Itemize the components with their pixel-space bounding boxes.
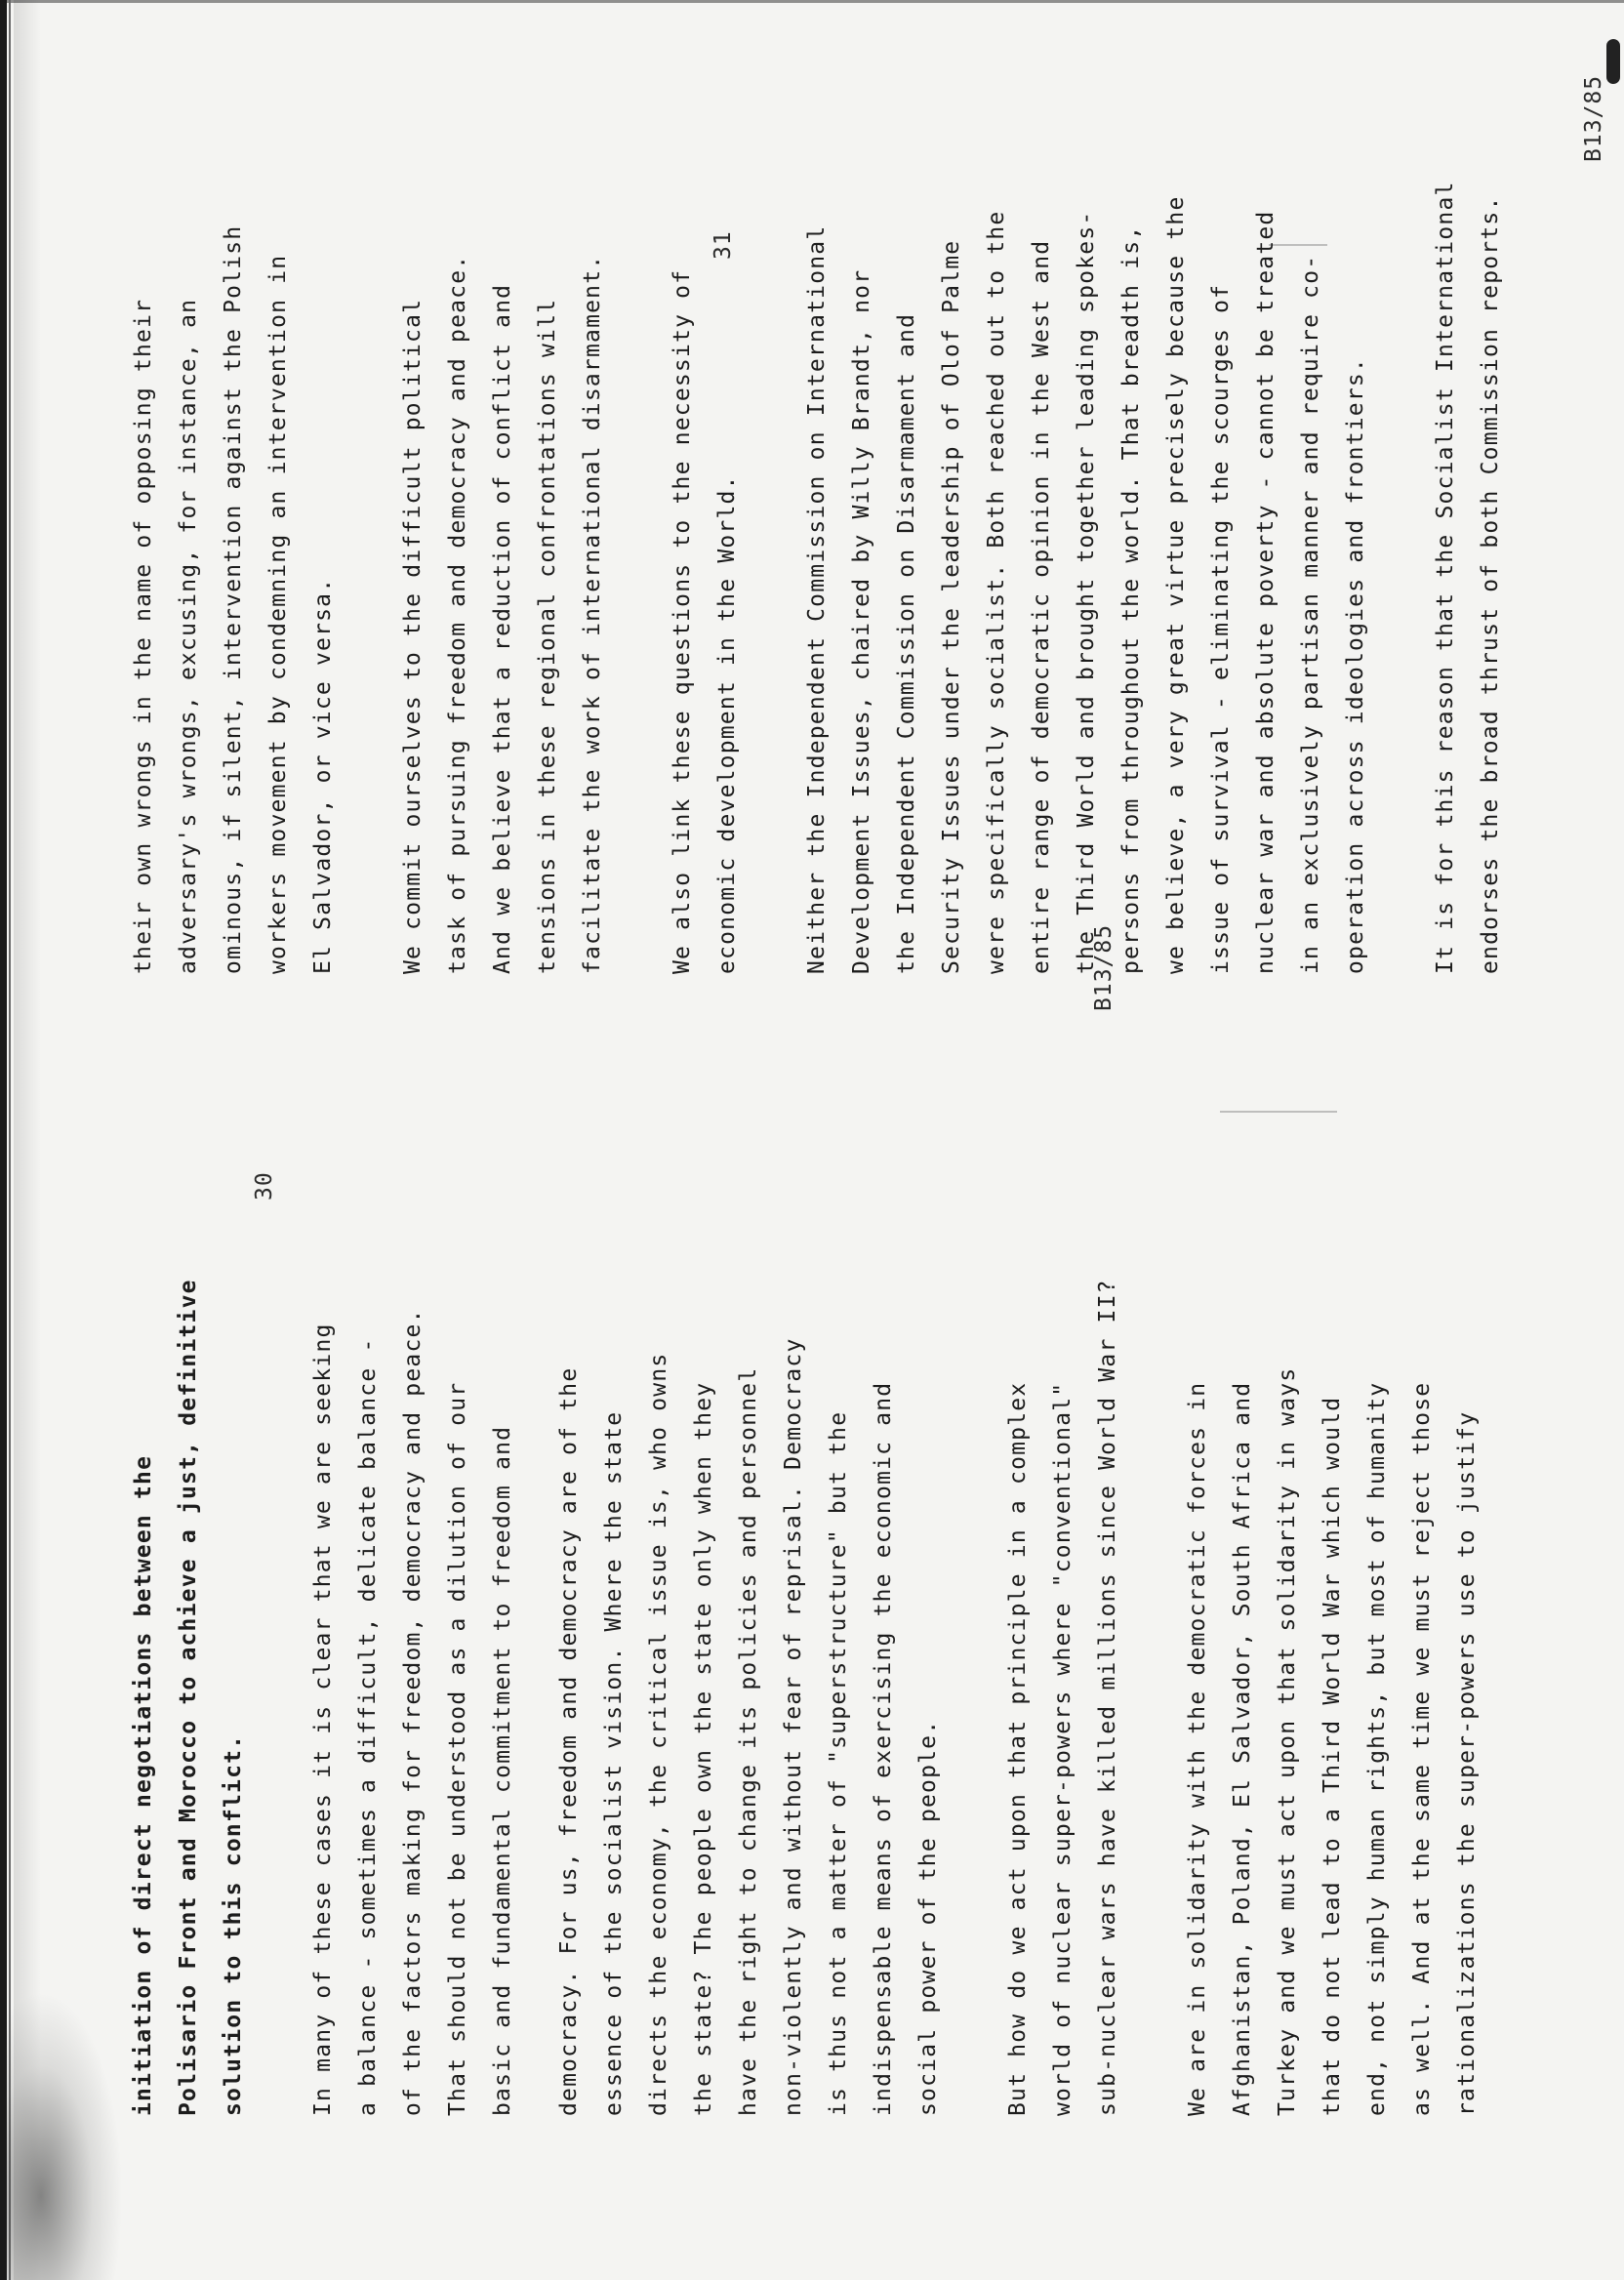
text-line: in an exclusively partisan manner and require co-: [1298, 254, 1323, 974]
left-paragraph-4: [995, 1081, 1130, 2116]
text-line: non-violently and without fear of reprisal. Democracy: [781, 1337, 806, 2116]
text-line: is thus not a matter of "superstructure" but the: [826, 1410, 851, 2116]
text-line: Afghanistan, Poland, El Salvador, South Africa and: [1230, 1381, 1255, 2116]
text-line: endorses the broad thrust of both Commission reports.: [1478, 195, 1503, 974]
text-line: task of pursuing freedom and democracy and peace.: [445, 254, 470, 974]
text-line: rationalizations the super-powers use to justify: [1454, 1410, 1480, 2116]
right-paragraph-4: [794, 0, 1378, 974]
text-line: facilitate the work of international disarmament.: [580, 254, 605, 974]
text-line: operation across ideologies and frontiers.: [1343, 357, 1368, 974]
text-line: solution to this conflict.: [221, 1733, 246, 2116]
text-line: persons from throughout the world. That breadth is,: [1118, 224, 1144, 974]
text-line: end, not simply human rights, but most of humanity: [1364, 1381, 1390, 2116]
text-line: initiation of direct negotiations between the: [131, 1454, 156, 2116]
text-line: economic development in the World.: [714, 474, 740, 974]
right-paragraph-5: [1423, 0, 1513, 974]
text-line: ominous, if silent, intervention against the Polish: [221, 224, 246, 974]
right-paragraph-1: [121, 0, 345, 974]
right-paragraph-2: [390, 0, 615, 974]
text-line: In many of these cases it is clear that we are seeking: [310, 1323, 336, 2116]
text-line: basic and fundamental commitment to freedom and: [490, 1425, 515, 2116]
text-line: workers movement by condemning an intervention in: [265, 254, 291, 974]
text-line: world of nuclear super-powers where "conventional": [1050, 1381, 1076, 2116]
text-line: the Third World and brought together leading spokes-: [1074, 210, 1099, 974]
text-line: It is for this reason that the Socialist International: [1433, 181, 1458, 974]
text-line: But how do we act upon that principle in a complex: [1005, 1381, 1031, 2116]
right-page-column: [121, 0, 1558, 974]
text-line: We also link these questions to the necessity of: [670, 268, 695, 974]
left-doc-ref: B13/85: [1091, 923, 1116, 1011]
text-line: We are in solidarity with the democratic forces in: [1185, 1381, 1210, 2116]
left-paragraph-3: [547, 1081, 951, 2116]
text-line: That should not be understood as a dilution of our: [445, 1381, 470, 2116]
text-line: Development Issues, chaired by Willy Brandt, nor: [849, 268, 874, 974]
left-paragraph-2: [301, 1081, 525, 2116]
text-line: were specifically socialist. Both reached out to the: [984, 210, 1009, 974]
text-line: as well. And at the same time we must reject those: [1409, 1381, 1435, 2116]
text-line: have the right to change its policies and personnel: [736, 1366, 761, 2116]
left-paragraph-5: [1175, 1081, 1489, 2116]
text-line: issue of survival - eliminating the scourges of: [1208, 283, 1234, 974]
text-line: El Salvador, or vice versa.: [310, 577, 336, 974]
text-line: We commit ourselves to the difficult political: [400, 298, 426, 974]
text-line: entire range of democratic opinion in the West and: [1029, 239, 1054, 974]
text-line: a balance - sometimes a difficult, delicate balance -: [355, 1337, 381, 2116]
text-line: that do not lead to a Third World War which would: [1320, 1396, 1345, 2116]
text-line: And we believe that a reduction of conflict and: [490, 283, 515, 974]
right-doc-ref: B13/85: [1581, 74, 1606, 162]
left-page-column: [121, 1081, 1534, 2116]
right-paragraph-3: [660, 0, 750, 974]
text-line: Neither the Independent Commission on International: [804, 224, 830, 974]
text-line: their own wrongs in the name of opposing their: [131, 298, 156, 974]
text-line: social power of the people.: [915, 1719, 941, 2116]
text-line: the Independent Commission on Disarmament and: [894, 312, 919, 974]
right-page-number: 31: [710, 230, 736, 260]
text-line: indispensable means of exercising the economic and: [871, 1381, 896, 2116]
text-line: Turkey and we must act upon that solidarity in ways: [1275, 1366, 1300, 2116]
left-paragraph-1: [121, 1081, 256, 2116]
text-line: we believe, a very great virtue precisely because the: [1163, 195, 1189, 974]
text-line: democracy. For us, freedom and democracy are of the: [556, 1366, 582, 2116]
text-line: nuclear war and absolute poverty - cannot be treated: [1253, 210, 1279, 974]
text-line: of the factors making for freedom, democracy and peace.: [400, 1308, 426, 2116]
text-line: sub-nuclear wars have killed millions since World War II?: [1095, 1279, 1120, 2116]
text-line: essence of the socialist vision. Where the state: [601, 1410, 627, 2116]
text-line: directs the economy, the critical issue is, who owns: [646, 1352, 671, 2116]
text-line: Polisario Front and Morocco to achieve a just, definitive: [176, 1279, 201, 2116]
left-page-number: 30: [252, 1171, 277, 1201]
text-line: Security Issues under the leadership of Olof Palme: [939, 239, 964, 974]
text-line: tensions in these regional confrontations will: [535, 298, 560, 974]
text-line: adversary's wrongs, excusing, for instance, an: [176, 298, 201, 974]
text-line: the state? The people own the state only when they: [691, 1381, 716, 2116]
